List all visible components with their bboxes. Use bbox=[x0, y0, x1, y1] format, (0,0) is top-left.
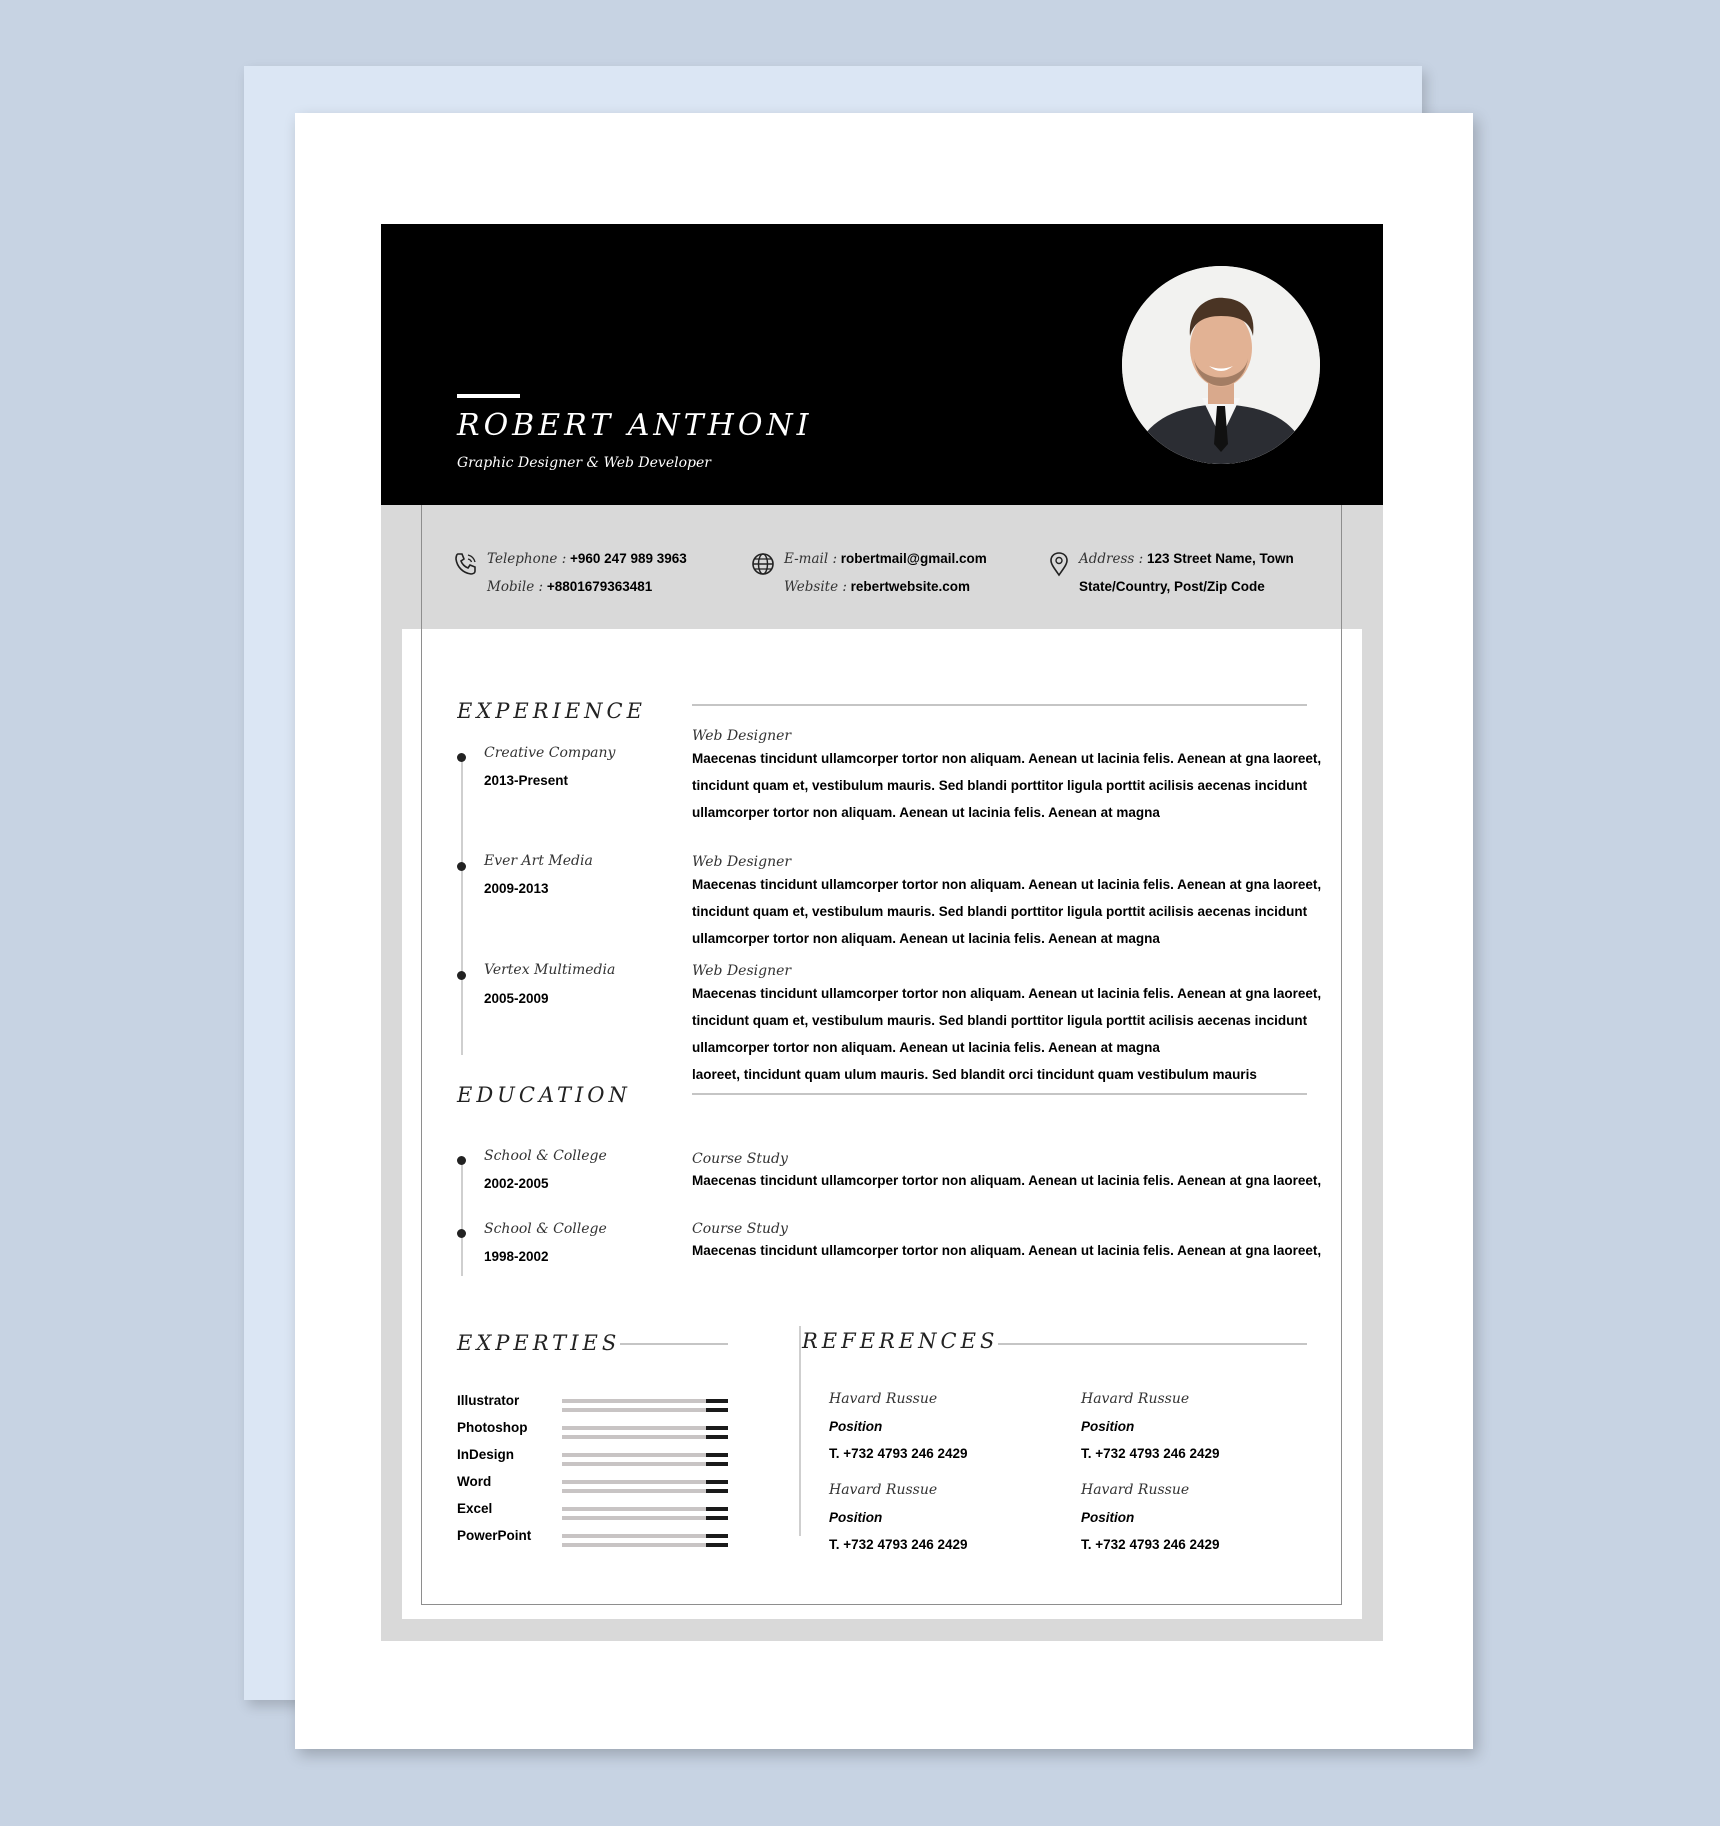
reference-position: Position bbox=[1081, 1510, 1135, 1525]
reference-phone bbox=[1081, 1537, 1220, 1552]
school-name: School & College bbox=[484, 1221, 607, 1237]
email-value[interactable]: robertmail@gmail.com bbox=[840, 551, 987, 566]
profile-photo bbox=[1122, 266, 1320, 464]
skill-level-marker bbox=[706, 1543, 728, 1547]
description-line: ullamcorper tortor non aliquam. Aenean ut lacinia felis. Aenean at magna bbox=[692, 1040, 1160, 1055]
job-role: Web Designer bbox=[692, 963, 792, 979]
reference-name: Havard Russue bbox=[829, 1391, 938, 1407]
skill-track bbox=[562, 1453, 728, 1457]
address-label: Address : bbox=[1079, 551, 1144, 567]
skill-label: Excel bbox=[457, 1501, 493, 1516]
skill-label: Photoshop bbox=[457, 1420, 528, 1435]
candidate-name: ROBERT ANTHONI bbox=[457, 408, 813, 443]
skill-track bbox=[562, 1489, 728, 1493]
experience-divider bbox=[692, 704, 1307, 706]
expertise-divider bbox=[620, 1343, 728, 1345]
mobile-label: Mobile : bbox=[487, 579, 544, 595]
reference-position: Position bbox=[1081, 1419, 1135, 1434]
telephone-value: +960 247 989 3963 bbox=[570, 551, 687, 566]
references-divider bbox=[998, 1343, 1307, 1345]
website-value[interactable]: rebertwebsite.com bbox=[850, 579, 970, 594]
skill-label: Word bbox=[457, 1474, 492, 1489]
contact-bar bbox=[381, 505, 1383, 628]
course-description: Maecenas tincidunt ullamcorper tortor non aliquam. Aenean ut lacinia felis. Aenean at gna laoreet, bbox=[692, 1173, 1322, 1188]
school-years: 1998-2002 bbox=[484, 1249, 549, 1264]
job-description bbox=[692, 980, 1321, 1088]
reference-name: Havard Russue bbox=[829, 1482, 938, 1498]
telephone-label: Telephone : bbox=[487, 551, 567, 567]
course-name: Course Study bbox=[692, 1151, 788, 1167]
web-contact bbox=[784, 545, 987, 601]
skill-track bbox=[562, 1426, 728, 1430]
course-name: Course Study bbox=[692, 1221, 788, 1237]
description-line: tincidunt quam et, vestibulum mauris. Sed blandi porttitor ligula porttit acilisis aecenas incidunt bbox=[692, 1013, 1308, 1028]
reference-position: Position bbox=[829, 1419, 883, 1434]
skill-track bbox=[562, 1399, 728, 1403]
reference-phone bbox=[1081, 1446, 1220, 1461]
skill-track bbox=[562, 1516, 728, 1520]
job-description bbox=[692, 871, 1321, 952]
skill-track bbox=[562, 1462, 728, 1466]
skill-track bbox=[562, 1408, 728, 1412]
reference-phone bbox=[829, 1446, 968, 1461]
skill-level-marker bbox=[706, 1534, 728, 1538]
skill-track bbox=[562, 1480, 728, 1484]
course-description: Maecenas tincidunt ullamcorper tortor non aliquam. Aenean ut lacinia felis. Aenean at gna laoreet, bbox=[692, 1243, 1322, 1258]
job-years: 2013-Present bbox=[484, 773, 569, 788]
job-years: 2005-2009 bbox=[484, 991, 549, 1006]
skill-level-marker bbox=[706, 1516, 728, 1520]
location-pin-icon bbox=[1046, 551, 1072, 577]
skill-level-marker bbox=[706, 1507, 728, 1511]
experience-heading: EXPERIENCE bbox=[457, 699, 646, 719]
references-heading: REFERENCES bbox=[802, 1329, 999, 1353]
description-line: Maecenas tincidunt ullamcorper tortor non aliquam. Aenean ut lacinia felis. Aenean at gna laoreet, bbox=[692, 751, 1322, 766]
phone-icon bbox=[453, 551, 479, 577]
skill-level-marker bbox=[706, 1426, 728, 1430]
education-timeline bbox=[461, 1159, 463, 1276]
timeline-dot bbox=[457, 1229, 466, 1238]
skill-level-marker bbox=[706, 1408, 728, 1412]
description-line: Maecenas tincidunt ullamcorper tortor non aliquam. Aenean ut lacinia felis. Aenean at gna laoreet, bbox=[692, 877, 1322, 892]
email-label: E-mail : bbox=[784, 551, 837, 567]
resume-body bbox=[402, 629, 1362, 1619]
phone-prefix: T. bbox=[1081, 1537, 1092, 1552]
address-line2: State/Country, Post/Zip Code bbox=[1079, 579, 1265, 594]
timeline-dot bbox=[457, 862, 466, 871]
skill-track bbox=[562, 1534, 728, 1538]
job-role: Web Designer bbox=[692, 854, 792, 870]
phone-prefix: T. bbox=[829, 1537, 840, 1552]
skill-label: PowerPoint bbox=[457, 1528, 532, 1543]
resume-header bbox=[381, 224, 1383, 505]
mobile-value: +8801679363481 bbox=[546, 579, 653, 594]
skill-level-marker bbox=[706, 1462, 728, 1466]
job-role: Web Designer bbox=[692, 728, 792, 744]
phone-number: +732 4793 246 2429 bbox=[1095, 1446, 1220, 1461]
reference-phone bbox=[829, 1537, 968, 1552]
candidate-title: Graphic Designer & Web Developer bbox=[457, 455, 711, 471]
description-line: tincidunt quam et, vestibulum mauris. Sed blandi porttitor ligula porttit acilisis aecenas incidunt bbox=[692, 904, 1308, 919]
resume-sheet bbox=[295, 113, 1473, 1749]
phone-prefix: T. bbox=[829, 1446, 840, 1461]
reference-name: Havard Russue bbox=[1081, 1391, 1190, 1407]
skill-level-marker bbox=[706, 1453, 728, 1457]
education-divider bbox=[692, 1093, 1307, 1095]
phone-number: +732 4793 246 2429 bbox=[843, 1446, 968, 1461]
description-line: ullamcorper tortor non aliquam. Aenean ut lacinia felis. Aenean at magna bbox=[692, 931, 1160, 946]
description-line: Maecenas tincidunt ullamcorper tortor non aliquam. Aenean ut lacinia felis. Aenean at gna laoreet, bbox=[692, 986, 1322, 1001]
skill-label: InDesign bbox=[457, 1447, 515, 1462]
company-name: Creative Company bbox=[484, 745, 616, 761]
phone-number: +732 4793 246 2429 bbox=[843, 1537, 968, 1552]
header-accent-line bbox=[457, 394, 520, 398]
description-line: laoreet, tincidunt quam ulum mauris. Sed blandit orci tincidunt quam vestibulum mauris bbox=[692, 1067, 1257, 1082]
address-contact bbox=[1079, 545, 1294, 600]
website-label: Website : bbox=[784, 579, 847, 595]
description-line: ullamcorper tortor non aliquam. Aenean ut lacinia felis. Aenean at magna bbox=[692, 805, 1160, 820]
school-name: School & College bbox=[484, 1148, 607, 1164]
job-description bbox=[692, 745, 1321, 826]
timeline-dot bbox=[457, 971, 466, 980]
company-name: Ever Art Media bbox=[484, 853, 593, 869]
skill-track bbox=[562, 1507, 728, 1511]
phone-contact bbox=[487, 545, 687, 601]
company-name: Vertex Multimedia bbox=[484, 962, 616, 978]
resume bbox=[381, 224, 1383, 1641]
reference-position: Position bbox=[829, 1510, 883, 1525]
phone-prefix: T. bbox=[1081, 1446, 1092, 1461]
skill-level-marker bbox=[706, 1480, 728, 1484]
skill-level-marker bbox=[706, 1489, 728, 1493]
skill-track bbox=[562, 1435, 728, 1439]
experience-timeline bbox=[461, 757, 463, 1055]
skill-level-marker bbox=[706, 1399, 728, 1403]
skill-level-marker bbox=[706, 1435, 728, 1439]
address-line1: 123 Street Name, Town bbox=[1146, 551, 1294, 566]
section-separator bbox=[799, 1326, 801, 1536]
timeline-dot bbox=[457, 1156, 466, 1165]
school-years: 2002-2005 bbox=[484, 1176, 549, 1191]
job-years: 2009-2013 bbox=[484, 881, 549, 896]
description-line: tincidunt quam et, vestibulum mauris. Sed blandi porttitor ligula porttit acilisis aecenas incidunt bbox=[692, 778, 1308, 793]
globe-icon bbox=[750, 551, 776, 577]
phone-number: +732 4793 246 2429 bbox=[1095, 1537, 1220, 1552]
timeline-dot bbox=[457, 753, 466, 762]
education-heading: EDUCATION bbox=[457, 1083, 631, 1107]
reference-name: Havard Russue bbox=[1081, 1482, 1190, 1498]
skill-label: Illustrator bbox=[457, 1393, 520, 1408]
expertise-heading: EXPERTIES bbox=[457, 1331, 621, 1355]
skill-track bbox=[562, 1543, 728, 1547]
